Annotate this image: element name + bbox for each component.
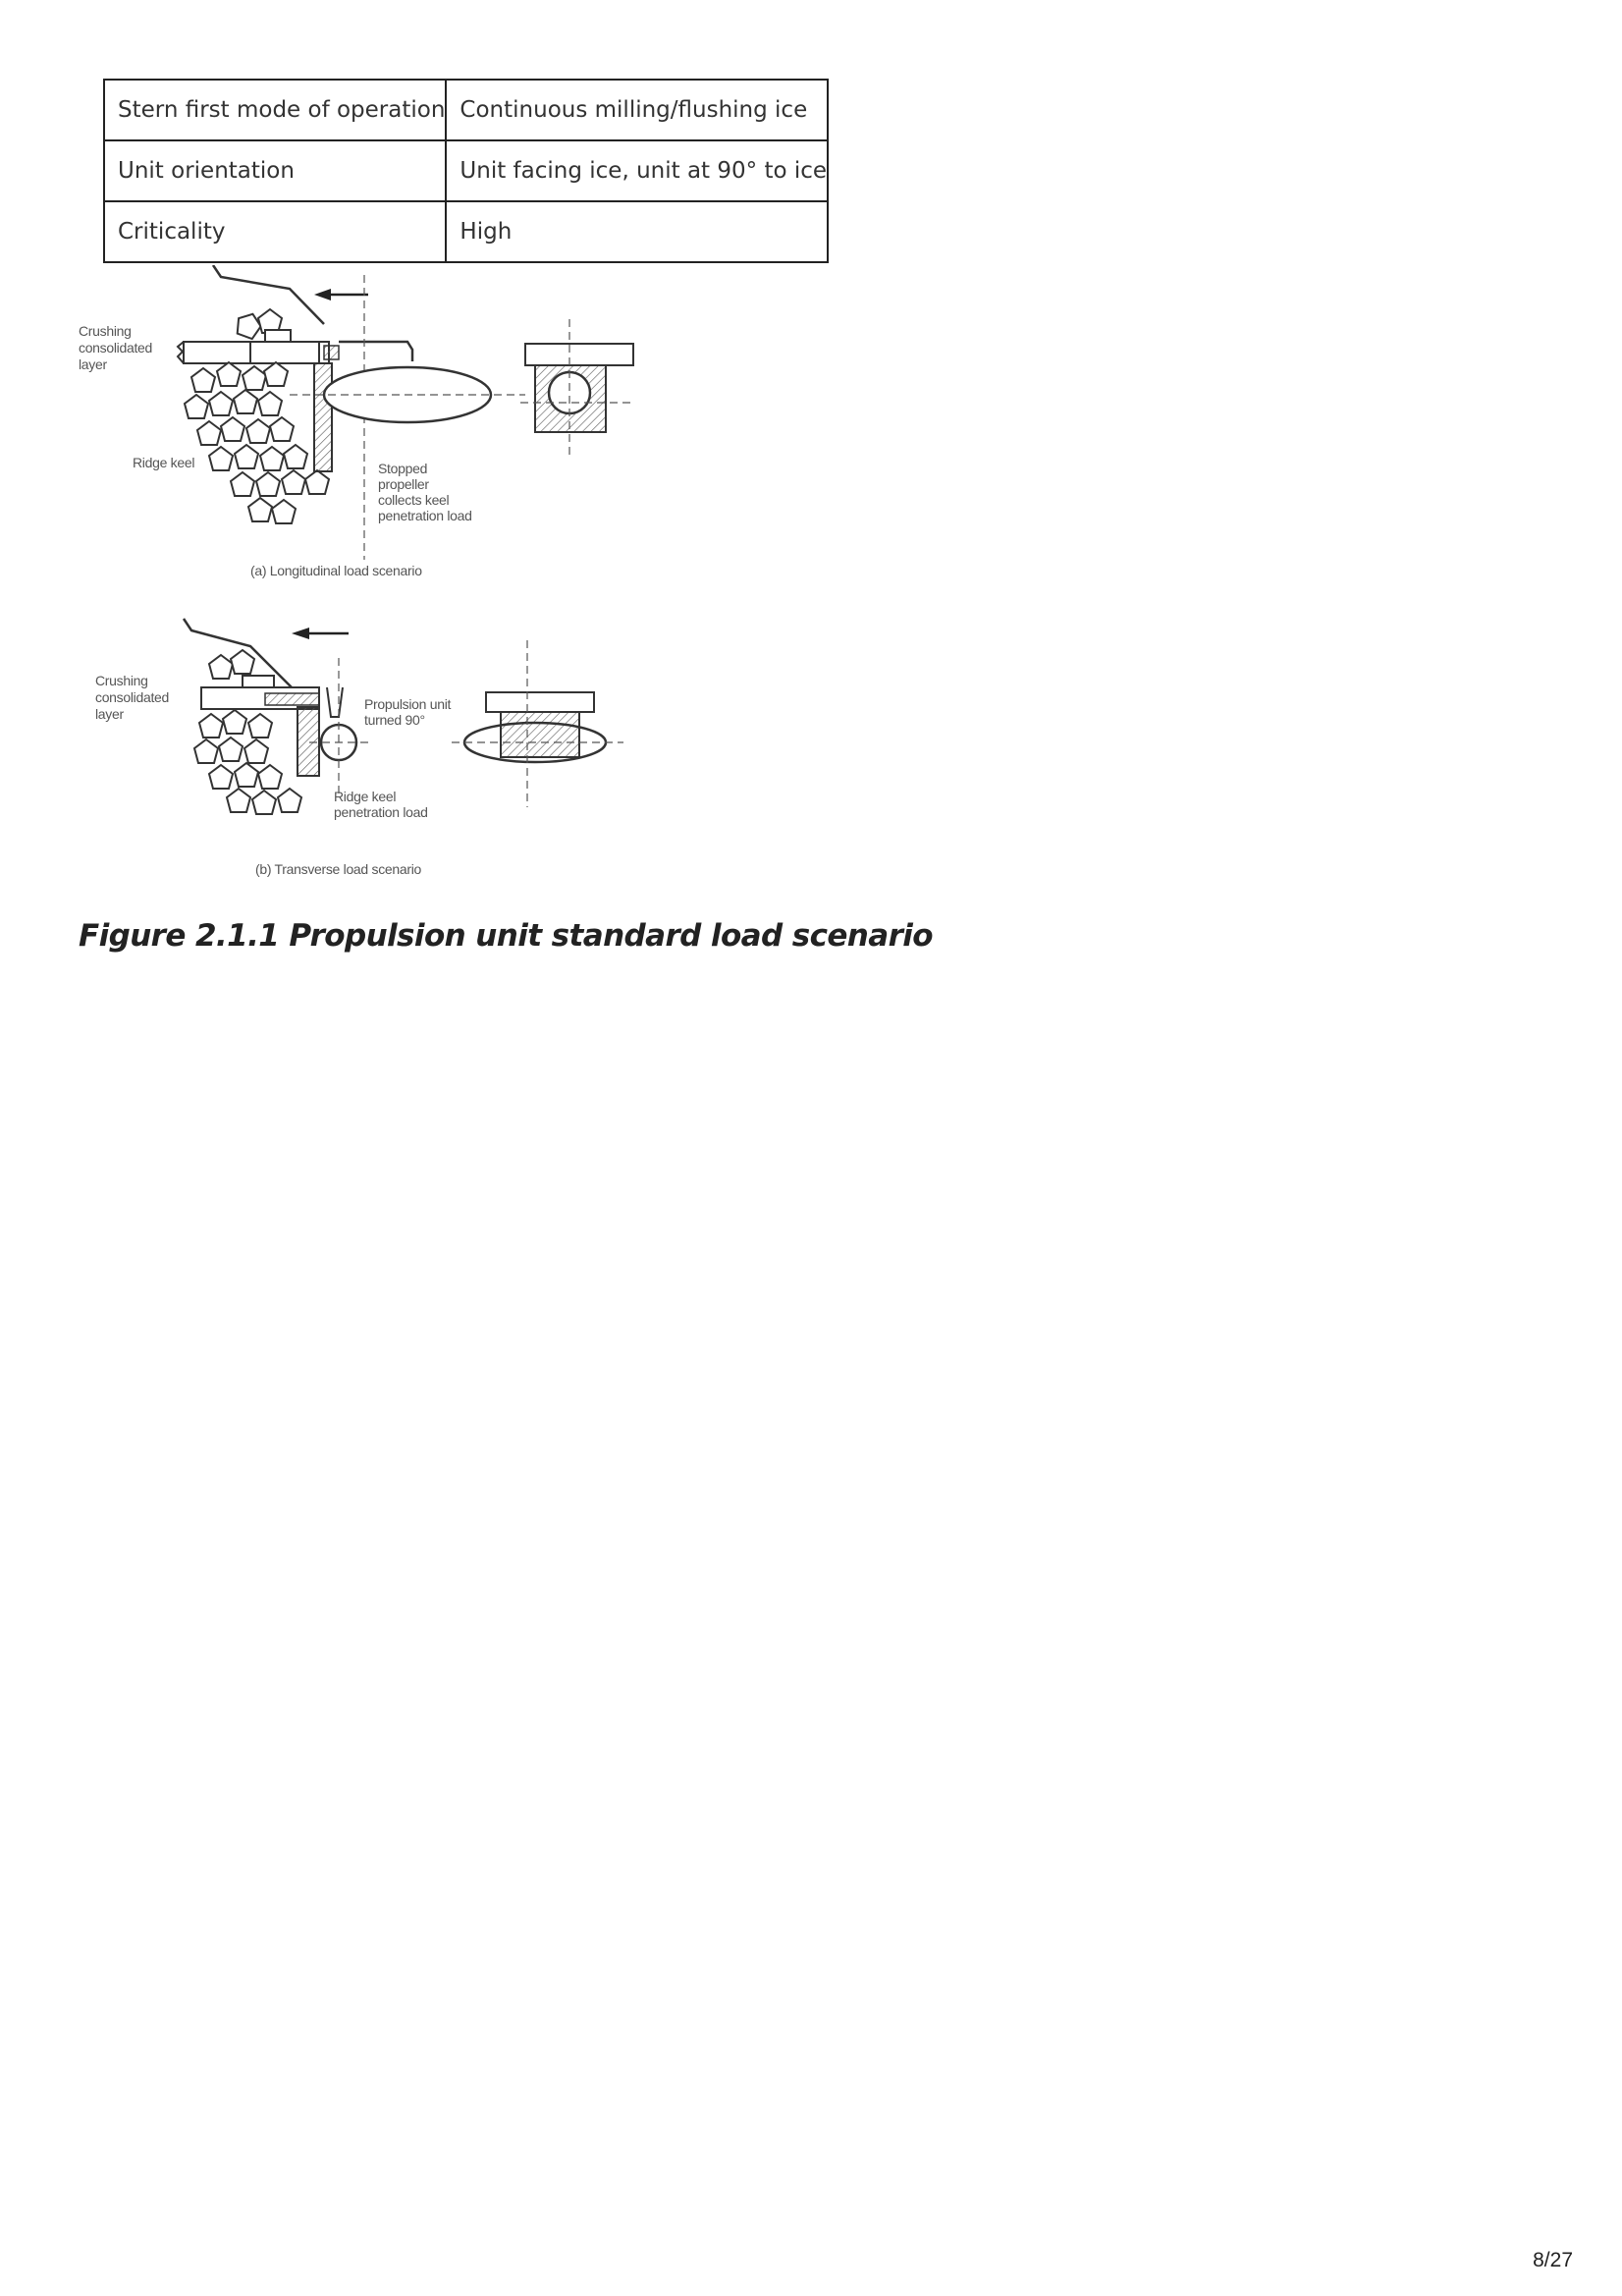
load-scenario-diagram bbox=[74, 265, 643, 894]
page-number: 8/27 bbox=[1533, 2249, 1573, 2271]
caption-scenario-a: (a) Longitudinal load scenario bbox=[250, 563, 422, 578]
label-stopped-3: collects keel bbox=[378, 492, 450, 508]
scenario-b-diagram bbox=[95, 619, 623, 877]
table-row bbox=[104, 140, 828, 201]
label-ridge-keel-a: Ridge keel bbox=[133, 455, 195, 470]
label-stopped-4: penetration load bbox=[378, 508, 472, 523]
caption-scenario-b: (b) Transverse load scenario bbox=[255, 861, 422, 877]
table-cell-label: Criticality bbox=[104, 201, 446, 262]
label-stopped-2: propeller bbox=[378, 476, 429, 492]
label-unit-turned-1: Propulsion unit bbox=[364, 696, 452, 712]
scenario-a-diagram bbox=[79, 265, 633, 578]
label-crushing-b-3: layer bbox=[95, 706, 124, 722]
label-ridge-keel-b-1: Ridge keel bbox=[334, 789, 397, 804]
label-crushing-b-1: Crushing bbox=[95, 673, 148, 688]
table-cell-value: Unit facing ice, unit at 90° to ice bbox=[446, 140, 828, 201]
label-crushing-a-2: consolidated bbox=[79, 340, 153, 355]
table-cell-value: Continuous milling/flushing ice bbox=[446, 80, 828, 140]
table-cell-label: Unit orientation bbox=[104, 140, 446, 201]
label-crushing-a-1: Crushing bbox=[79, 323, 132, 339]
label-unit-turned-2: turned 90° bbox=[364, 712, 425, 728]
label-ridge-keel-b-2: penetration load bbox=[334, 804, 428, 820]
table-row bbox=[104, 80, 828, 140]
figure-caption: Figure 2.1.1 Propulsion unit standard load scenario bbox=[79, 918, 933, 954]
label-crushing-b-2: consolidated bbox=[95, 689, 170, 705]
label-crushing-a-3: layer bbox=[79, 356, 107, 372]
table-row bbox=[104, 201, 828, 262]
load-scenario-figure bbox=[74, 265, 643, 894]
label-stopped-1: Stopped bbox=[378, 461, 428, 476]
table-cell-value: High bbox=[446, 201, 828, 262]
properties-table bbox=[103, 79, 829, 263]
table-cell-label: Stern first mode of operation bbox=[104, 80, 446, 140]
